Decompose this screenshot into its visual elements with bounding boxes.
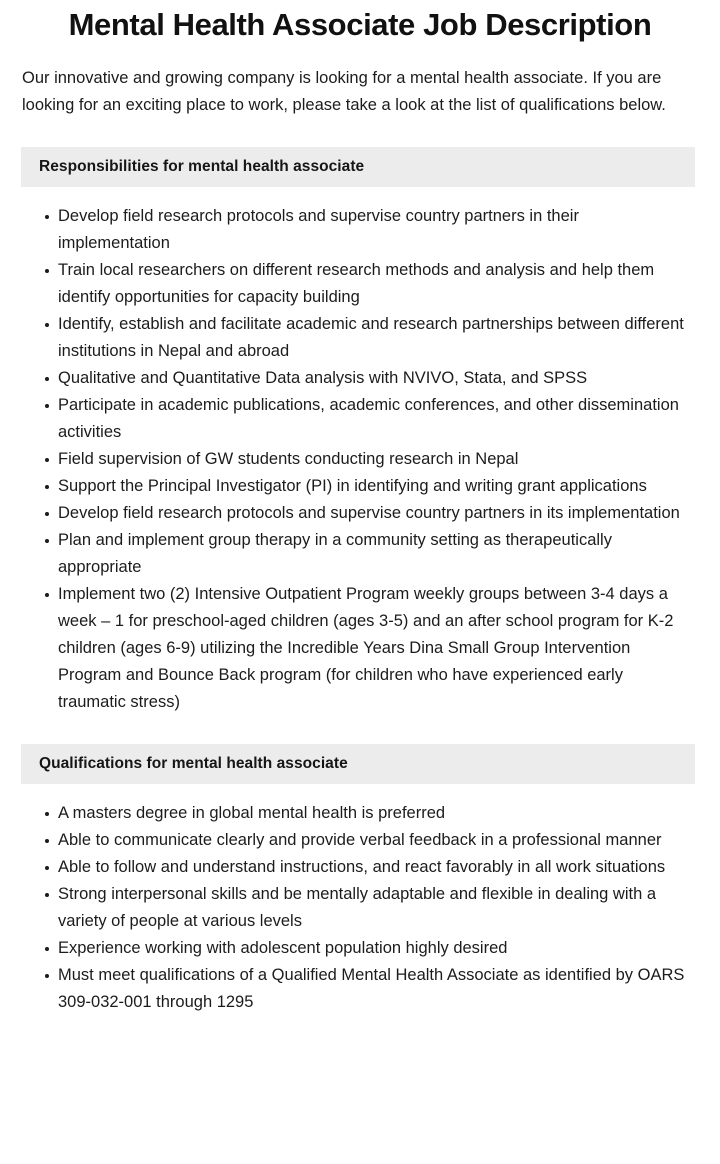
list-item: Experience working with adolescent population highly desired [45, 935, 685, 962]
page-bottom-spacer [0, 1016, 720, 1046]
section-heading-label: Responsibilities for mental health associate [39, 157, 365, 175]
section [0, 147, 720, 716]
list-item: Field supervision of GW students conducting research in Nepal [45, 446, 685, 473]
list-item: Must meet qualifications of a Qualified Mental Health Associate as identified by OARS 309-032-001 through 1295 [45, 962, 685, 1016]
intro-paragraph: Our innovative and growing company is looking for a mental health associate. If you are looking for an exciting place to work, please take a look at the list of qualifications below. [22, 68, 666, 114]
section-heading-label: Qualifications for mental health associate [39, 754, 348, 772]
list-item: A masters degree in global mental health is preferred [45, 800, 685, 827]
list-item: Develop field research protocols and supervise country partners in its implementation [45, 500, 685, 527]
list-item: Participate in academic publications, academic conferences, and other dissemination activities [45, 392, 685, 446]
bullet-list [0, 784, 720, 1016]
list-item: Able to follow and understand instructions, and react favorably in all work situations [45, 854, 685, 881]
bullet-list [0, 187, 720, 716]
list-item: Strong interpersonal skills and be mentally adaptable and flexible in dealing with a variety of people at various levels [45, 881, 685, 935]
sections-container [0, 147, 720, 1016]
list-item: Qualitative and Quantitative Data analysis with NVIVO, Stata, and SPSS [45, 365, 685, 392]
list-item: Identify, establish and facilitate academic and research partnerships between different institutions in Nepal and abroad [45, 311, 685, 365]
section-header [21, 147, 695, 187]
list-item: Support the Principal Investigator (PI) in identifying and writing grant applications [45, 473, 685, 500]
section-header [21, 744, 695, 784]
list-item: Plan and implement group therapy in a community setting as therapeutically appropriate [45, 527, 685, 581]
list-item: Train local researchers on different research methods and analysis and help them identify opportunities for capacity building [45, 257, 685, 311]
list-item: Develop field research protocols and supervise country partners in their implementation [45, 203, 685, 257]
list-item: Implement two (2) Intensive Outpatient Program weekly groups between 3-4 days a week – 1 for preschool-aged children (ages 3-5) and an after school program for K-2 children (ages 6-9) utilizing the Incredible Years Dina Small Group Intervention Program and Bounce Back program (for children who have experienced early traumatic stress) [45, 581, 685, 716]
page-title: Mental Health Associate Job Description [68, 7, 652, 42]
list-item: Able to communicate clearly and provide verbal feedback in a professional manner [45, 827, 685, 854]
section [0, 744, 720, 1016]
